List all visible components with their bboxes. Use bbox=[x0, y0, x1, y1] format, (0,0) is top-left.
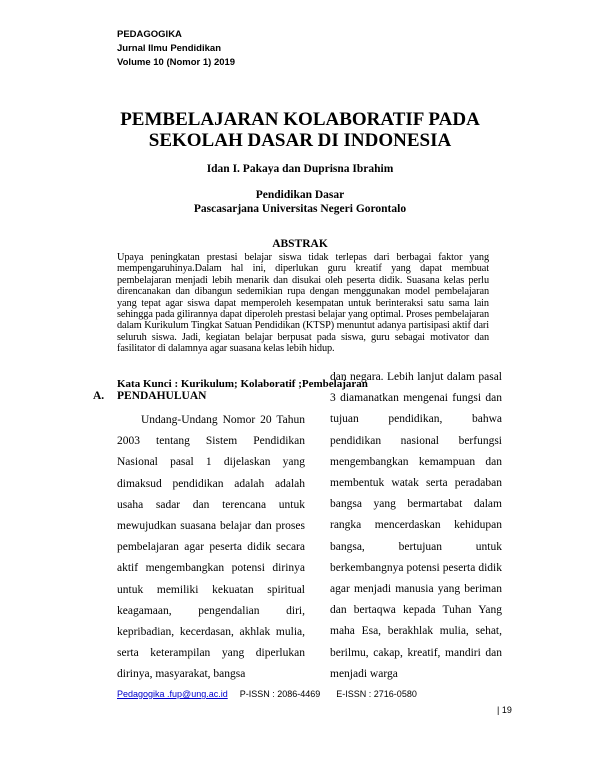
body-left-column bbox=[117, 410, 305, 686]
journal-header bbox=[117, 28, 235, 70]
abstract-text: Upaya peningkatan prestasi belajar siswa tidak terlepas dari berbagai faktor yang mempengaruhinya.Dalam hal ini, diperlukan guru kreatif yang dapat membuat pembelajaran menjadi lebih menarik dan disukai oleh peserta didik. Suasana kelas perlu direncanakan dan dibangun sedemikian rupa dengan menggunakan model pembelajaran yang tepat agar siswa dapat memperoleh kesempatan untuk berinteraksi satu sama lain sehingga pada gilirannya dapat diperoleh prestasi belajar yang optimal. Proses pembelajaran dalam Kurikulum Tingkat Satuan Pendidikan (KTSP) menuntut adanya partisipasi aktif dari seluruh siswa. Jadi, kegiatan belajar berpusat pada siswa, guru sebagai motivator dan fasilitator di dalamnya agar suasana kelas lebih hidup. bbox=[117, 252, 489, 355]
page-footer bbox=[117, 689, 417, 699]
footer-e-issn: E-ISSN : 2716-0580 bbox=[336, 689, 417, 699]
body-right-column bbox=[330, 367, 502, 685]
left-column-text: Undang-Undang Nomor 20 Tahun 2003 tentang Sistem Pendidikan Nasional pasal 1 dijelaskan yang dimaksud pendidikan adalah adalah usaha sadar dan terencana untuk mewujudkan suasana belajar dan proses pembelajaran agar peserta didik secara aktif mengembangkan potensi dirinya untuk memiliki kekuatan spiritual keagamaan, pengendalian diri, kepribadian, kecerdasan, akhlak mulia, serta keterampilan yang diperlukan dirinya, masyarakat, bangsa bbox=[117, 414, 305, 681]
affiliation-line1: Pendidikan Dasar bbox=[255, 189, 345, 201]
right-column-text: dan negara. Lebih lanjut dalam pasal 3 diamanatkan mengenai fungsi dan tujuan pendidikan, bahwa pendidikan nasional berfungsi mengembangkan kemampuan dan membentuk watak serta peradaban bangsa yang bermartabat dalam rangka mencerdaskan kehidupan bangsa, bertujuan untuk berkembangnya potensi peserta didik agar menjadi manusia yang beriman dan bertaqwa kepada Tuhan Yang maha Esa, berakhlak mulia, sehat, berilmu, cakap, kreatif, mandiri dan menjadi warga bbox=[330, 371, 502, 680]
page-number: | 19 bbox=[497, 705, 512, 715]
journal-name: PEDAGOGIKA bbox=[117, 29, 182, 40]
section-number: A. bbox=[93, 390, 105, 402]
keywords: Kata Kunci : Kurikulum; Kolaboratif ;Pembelajaran bbox=[117, 378, 368, 390]
section-heading bbox=[93, 390, 206, 402]
journal-subtitle: Jurnal Ilmu Pendidikan bbox=[117, 43, 221, 54]
abstract-heading: ABSTRAK bbox=[272, 238, 328, 250]
journal-volume: Volume 10 (Nomor 1) 2019 bbox=[117, 57, 236, 68]
footer-email-link[interactable]: Pedagogika .fup@ung.ac.id bbox=[117, 689, 228, 699]
article-affiliation bbox=[80, 188, 520, 216]
footer-p-issn: P-ISSN : 2086-4469 bbox=[239, 689, 321, 699]
article-title-line2: SEKOLAH DASAR DI INDONESIA bbox=[148, 130, 452, 151]
article-title bbox=[80, 109, 520, 151]
affiliation-line2: Pascasarjana Universitas Negeri Gorontalo bbox=[193, 203, 407, 215]
article-title-line1: PEMBELAJARAN KOLABORATIF PADA bbox=[120, 109, 480, 130]
section-title: PENDAHULUAN bbox=[117, 390, 207, 402]
article-authors: Idan I. Pakaya dan Duprisna Ibrahim bbox=[206, 163, 394, 175]
